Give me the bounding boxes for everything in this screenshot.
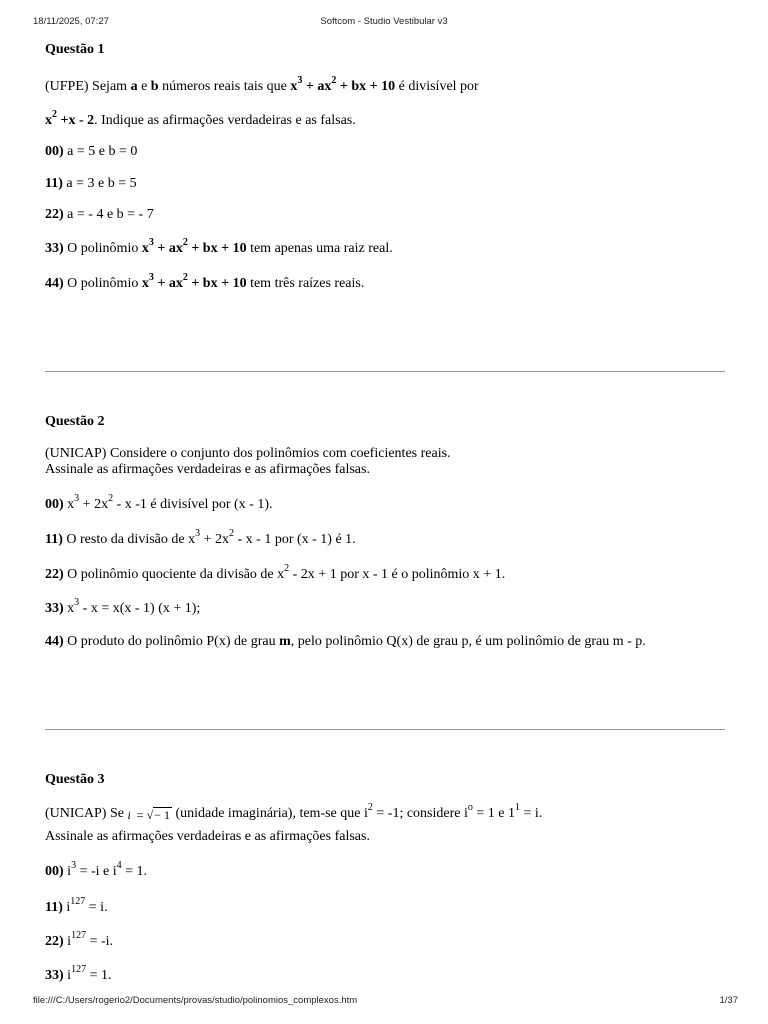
question-3-item-22: 22) $i^{127} = -i$.	[45, 930, 114, 949]
sqrt-sign-icon: √	[146, 808, 154, 822]
print-datetime: 18/11/2025, 07:27	[33, 16, 109, 27]
question-3-item-00: 00) $i^3 = -i$ e $i^4 = 1$.	[45, 860, 148, 879]
print-title: Softcom - Studio Vestibular v3	[320, 16, 448, 27]
question-3-item-11: 11) $i^{127} = i$.	[45, 896, 108, 915]
question-3-item-33: 33) $i^{127} = 1$.	[45, 964, 112, 983]
question-2-item-11: 11) O resto da divisão de $x^3 + 2x^2 - x - 1$ por (x - 1) é 1.	[45, 528, 356, 547]
question-3-statement: (UNICAP) Se i = √− 1 (unidade imaginária), tem-se que $i^2 = -1$; considere $i^o = 1$ e $1^1 = i$.	[45, 802, 543, 822]
question-1-item-33: 33) O polinômio $x^3 + ax^2$ + bx + 10 tem apenas uma raiz real.	[45, 237, 393, 256]
question-2-item-44: 44) O produto do polinômio P(x) de grau m, pelo polinômio Q(x) de grau p, é um polinômio de grau m - p.	[45, 634, 646, 649]
question-1-item-11: 11) a = 3 e b = 5	[45, 176, 137, 191]
question-divider-2	[45, 729, 725, 730]
question-1-title: Questão 1	[45, 42, 105, 57]
imaginary-unit-sqrt-formula: i = √− 1	[127, 808, 170, 822]
question-2-title: Questão 2	[45, 414, 105, 429]
question-1-statement: (UFPE) Sejam a e b números reais tais que $x^3 + ax^2$ + bx + 10 é divisível por	[45, 75, 479, 94]
question-2-item-00: 00) $x^3 + 2x^2 - x$ -1 é divisível por (x - 1).	[45, 493, 273, 512]
question-2-intro-line2: Assinale as afirmações verdadeiras e as afirmações falsas.	[45, 462, 370, 477]
print-file-path: file:///C:/Users/rogerio2/Documents/provas/studio/polinomios_complexos.htm	[33, 995, 358, 1006]
question-3-title: Questão 3	[45, 772, 105, 787]
question-2-item-22: 22) O polinômio quociente da divisão de $x^2 - 2x + 1$ por x - 1 é o polinômio x + 1.	[45, 563, 506, 582]
question-1-statement-line2: $x^2 +x - 2$. Indique as afirmações verdadeiras e as falsas.	[45, 109, 356, 128]
question-1-item-44: 44) O polinômio $x^3 + ax^2$ + bx + 10 tem três raízes reais.	[45, 272, 365, 291]
print-page-number: 1/37	[719, 995, 738, 1006]
question-1-item-00: 00) a = 5 e b = 0	[45, 144, 138, 159]
question-1-item-22: 22) a = - 4 e b = - 7	[45, 207, 154, 222]
question-2-intro-line1: (UNICAP) Considere o conjunto dos polinômios com coeficientes reais.	[45, 446, 451, 461]
question-3-intro-line2: Assinale as afirmações verdadeiras e as afirmações falsas.	[45, 829, 370, 844]
question-2-item-33: 33) $x^3 - x = x(x - 1) (x + 1)$;	[45, 597, 201, 616]
question-divider-1	[45, 371, 725, 372]
